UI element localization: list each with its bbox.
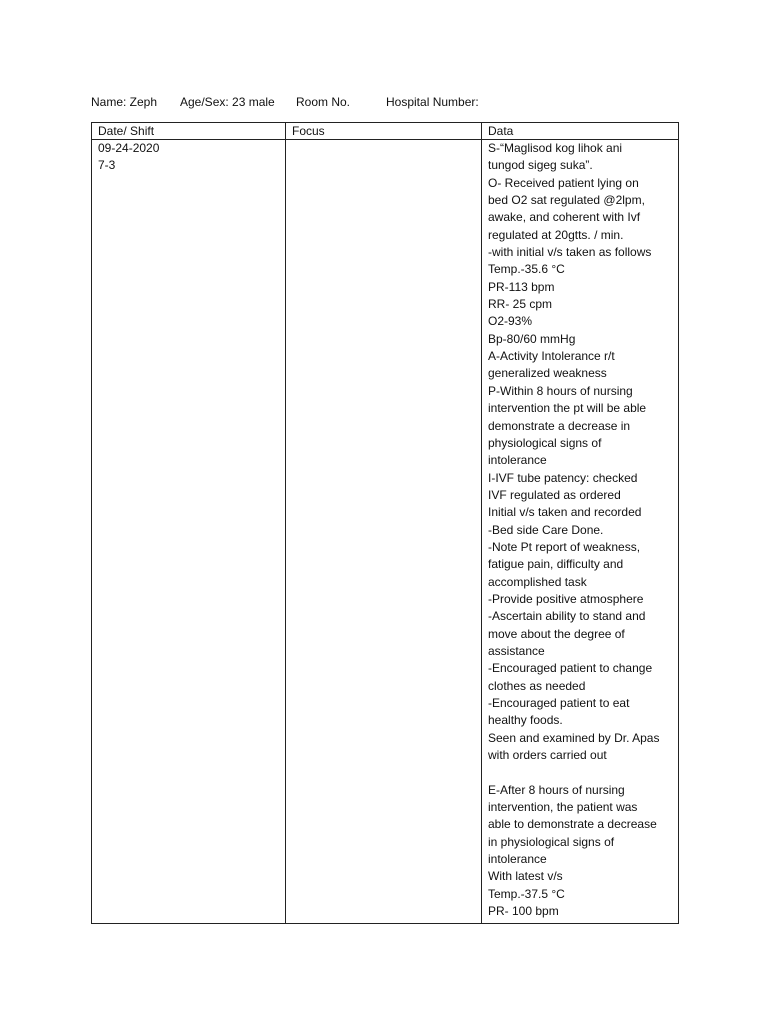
data-line: physiological signs of [488,435,602,450]
data-line: With latest v/s [488,869,563,884]
data-line: able to demonstrate a decrease [488,817,657,832]
data-line: accomplished task [488,574,587,589]
data-line: -Note Pt report of weakness, [488,539,641,554]
data-line: healthy foods. [488,713,563,728]
data-line: PR-113 bpm [488,279,555,294]
data-line: PR- 100 bpm [488,904,559,919]
data-line: bed O2 sat regulated @2lpm, [488,193,645,208]
column-header-focus: Focus [286,123,482,140]
data-line: A-Activity Intolerance r/t [488,349,615,364]
hospital-number-label: Hospital Number: [386,95,479,109]
data-line: O- Received patient lying on [488,175,639,190]
data-line: -Encouraged patient to eat [488,696,630,710]
data-line: E-After 8 hours of nursing [488,782,625,797]
data-line: Initial v/s taken and recorded [488,505,642,520]
data-line: Temp.-35.6 °C [488,262,565,277]
patient-name: Name: Zeph [91,95,158,109]
data-line: regulated at 20gtts. / min. [488,227,624,242]
data-line: S-“Maglisod kog lihok ani [488,141,623,155]
patient-age-sex: Age/Sex: 23 male [180,95,275,109]
data-line: RR- 25 cpm [488,297,553,312]
data-line: Bp-80/60 mmHg [488,331,576,346]
data-line: P-Within 8 hours of nursing [488,383,633,398]
data-line: -Bed side Care Done. [488,522,604,537]
date-shift-cell [92,140,286,924]
data-line [488,764,672,781]
data-line: generalized weakness [488,366,607,381]
room-number-label: Room No. [296,95,351,109]
data-line: with orders carried out [488,748,607,763]
data-line: O2-93% [488,314,533,329]
data-line: in physiological signs of [488,834,615,849]
nursing-notes-table [91,122,679,924]
table-header-row [92,123,679,140]
data-line: assistance [488,643,545,658]
data-line: tungod sigeg suka”. [488,158,593,173]
data-line: intervention the pt will be able [488,401,647,416]
data-line: Temp.-37.5 °C [488,886,565,901]
data-line: awake, and coherent with Ivf [488,210,641,225]
data-line: demonstrate a decrease in [488,418,631,433]
data-line: -with initial v/s taken as follows [488,245,652,260]
data-line: intolerance [488,852,547,867]
data-line: -Encouraged patient to change [488,661,653,676]
data-line: Seen and examined by Dr. Apas [488,730,660,745]
data-line: I-IVF tube patency: checked [488,470,638,485]
entry-date: 09-24-2020 [98,141,160,155]
data-line: -Ascertain ability to stand and [488,609,646,624]
data-line: fatigue pain, difficulty and [488,557,624,572]
focus-cell [286,140,482,924]
data-line: move about the degree of [488,626,625,641]
column-header-date-shift: Date/ Shift [92,123,286,140]
table-row [92,140,679,924]
data-cell [482,140,679,924]
data-line: intervention, the patient was [488,800,638,815]
data-line: IVF regulated as ordered [488,487,621,502]
data-line: -Provide positive atmosphere [488,591,644,606]
data-line: clothes as needed [488,678,586,693]
column-header-data: Data [482,123,679,140]
entry-shift: 7-3 [98,158,116,173]
entry-focus [292,140,475,157]
data-line: intolerance [488,453,547,468]
